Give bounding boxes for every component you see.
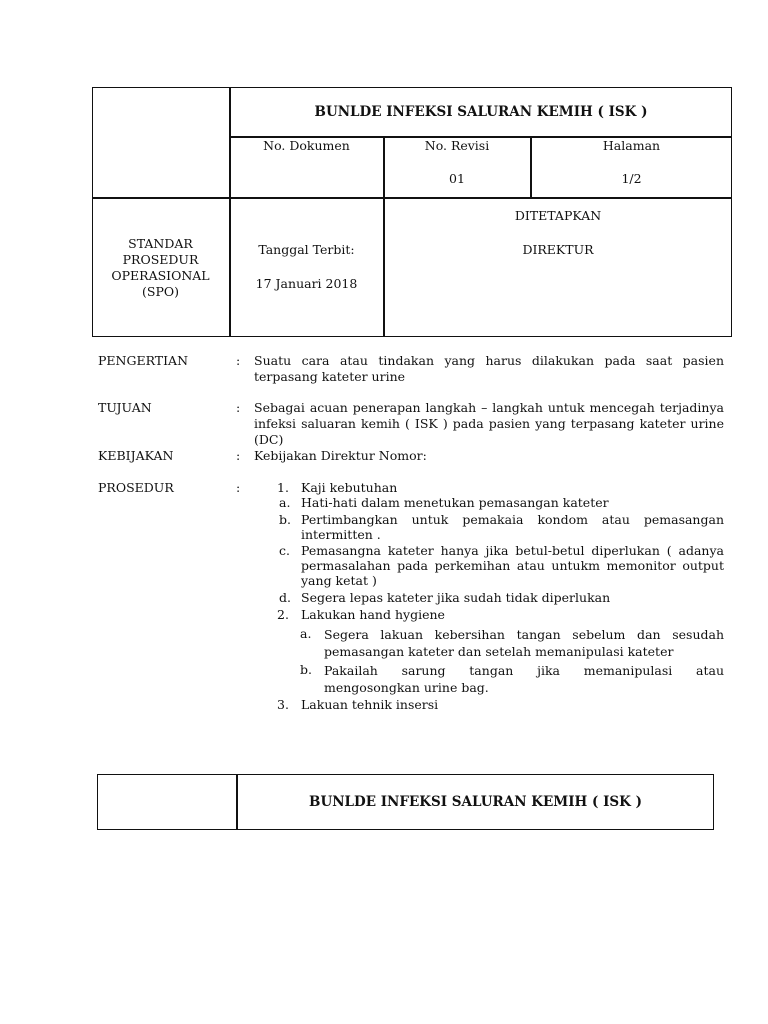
spo-label-line1: STANDAR bbox=[128, 236, 193, 251]
list-item: Pemasangna kateter hanya jika betul-betul diperlukan ( adanya permasalahan pada perkemihan atau untukm memonitor output yang ketat ) bbox=[301, 543, 724, 588]
header-divider bbox=[229, 87, 231, 337]
spo-label-line3: OPERASIONAL bbox=[111, 268, 210, 283]
list-letter: d. bbox=[279, 590, 291, 605]
list-letter: a. bbox=[279, 495, 291, 510]
ditetapkan-label: DITETAPKAN bbox=[514, 208, 602, 223]
list-number: 1. bbox=[277, 480, 289, 495]
list-item: Lakukan hand hygiene bbox=[301, 607, 445, 622]
list-item: Pertimbangkan untuk pemakaia kondom atau pemasangan intermitten . bbox=[301, 512, 724, 542]
list-item: Pakailah sarung tangan jika memanipulasi atau mengosongkan urine bag. bbox=[324, 663, 724, 695]
list-item: Hati-hati dalam menetukan pemasangan kateter bbox=[301, 495, 609, 510]
spo-label-line4: (SPO) bbox=[142, 284, 179, 299]
direktur-label: DIREKTUR bbox=[522, 242, 594, 257]
revisi-value: 01 bbox=[449, 171, 465, 186]
list-letter: b. bbox=[279, 512, 291, 527]
col-dokumen-label: No. Dokumen bbox=[263, 138, 350, 153]
kebijakan-label: KEBIJAKAN bbox=[98, 448, 174, 463]
col-revisi-label: No. Revisi bbox=[424, 138, 490, 153]
list-item: Lakuan tehnik insersi bbox=[301, 697, 439, 712]
document-title: BUNLDE INFEKSI SALURAN KEMIH ( ISK ) bbox=[314, 104, 648, 120]
kebijakan-colon: : bbox=[236, 448, 241, 463]
halaman-value: 1/2 bbox=[621, 171, 642, 186]
header-divider bbox=[92, 197, 732, 199]
col-halaman-label: Halaman bbox=[602, 138, 661, 153]
list-item: Segera lakuan kebersihan tangan sebelum dan sesudah pemasangan kateter dan setelah memanipulasi kateter bbox=[324, 627, 724, 659]
list-number: 2. bbox=[277, 607, 289, 622]
prosedur-label: PROSEDUR bbox=[98, 480, 174, 495]
list-item: Segera lepas kateter jika sudah tidak diperlukan bbox=[301, 590, 611, 605]
prosedur-colon: : bbox=[236, 480, 241, 495]
list-letter: a. bbox=[300, 626, 312, 641]
list-number: 3. bbox=[277, 697, 289, 712]
list-letter: c. bbox=[279, 543, 290, 558]
kebijakan-text: Kebijakan Direktur Nomor: bbox=[254, 448, 427, 463]
spo-label-line2: PROSEDUR bbox=[122, 252, 199, 267]
pengertian-colon: : bbox=[236, 353, 241, 368]
tujuan-text: Sebagai acuan penerapan langkah – langkah untuk mencegah terjadinya infeksi saluaran kemih ( ISK ) pada pasien yang terpasang kateter urine (DC) bbox=[254, 400, 724, 447]
tanggal-terbit-label: Tanggal Terbit: bbox=[258, 242, 355, 257]
tujuan-colon: : bbox=[236, 400, 241, 415]
list-letter: b. bbox=[300, 662, 312, 677]
tanggal-terbit-value: 17 Januari 2018 bbox=[255, 276, 358, 291]
pengertian-text: Suatu cara atau tindakan yang harus dilakukan pada saat pasien terpasang kateter urine bbox=[254, 353, 724, 384]
tujuan-label: TUJUAN bbox=[98, 400, 152, 415]
footer-title: BUNLDE INFEKSI SALURAN KEMIH ( ISK ) bbox=[309, 794, 642, 810]
header-divider bbox=[383, 136, 385, 337]
list-item: Kaji kebutuhan bbox=[301, 480, 398, 495]
pengertian-label: PENGERTIAN bbox=[98, 353, 189, 368]
